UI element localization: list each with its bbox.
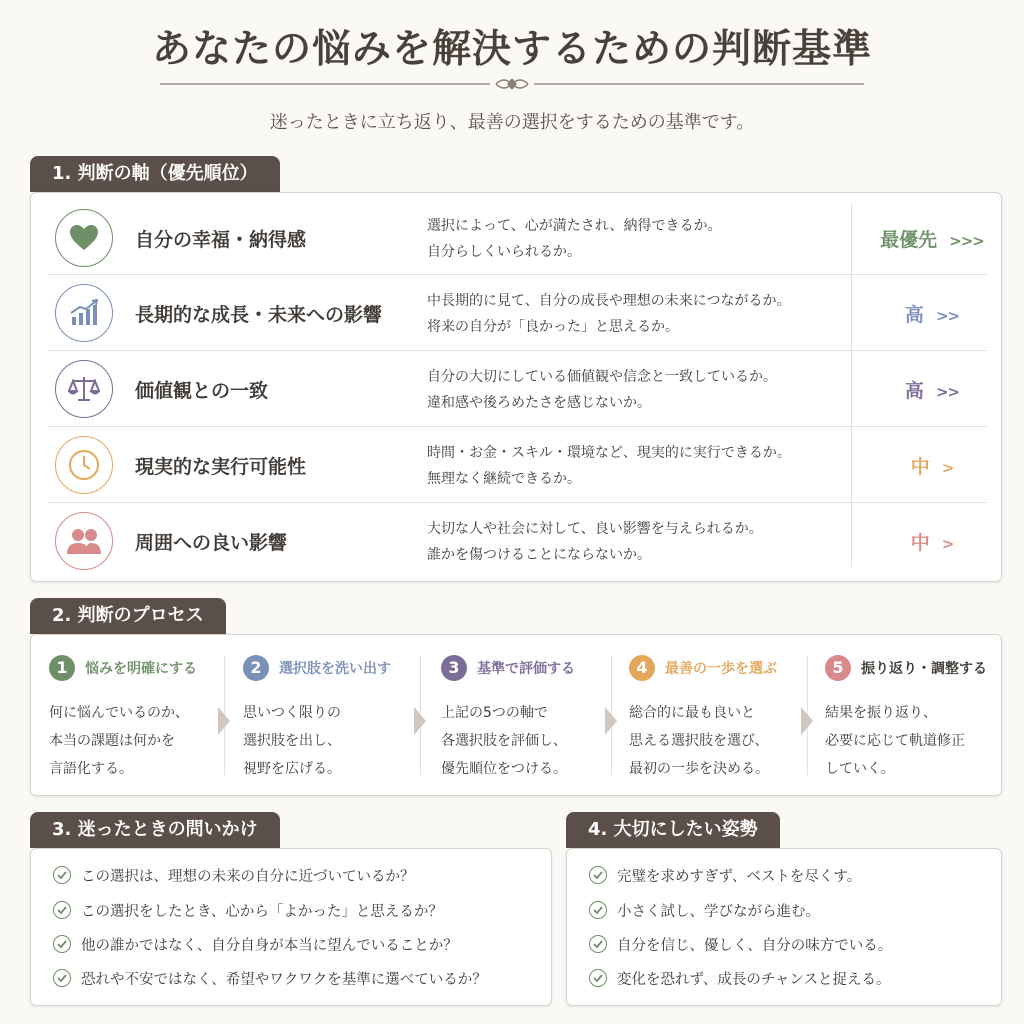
- step-description: 何に悩んでいるのか、 本当の課題は何かを 言語化する。: [49, 705, 189, 777]
- step-title: 最善の一歩を選ぶ: [665, 661, 777, 677]
- axis-row: [47, 201, 987, 276]
- step-number-badge: 2: [243, 655, 269, 681]
- row-divider: [47, 350, 987, 351]
- page-title: あなたの悩みを解決するための判断基準: [151, 27, 872, 72]
- list-item: 恐れや不安ではなく、希望やワクワクを基準に選べているか？: [53, 966, 487, 990]
- axis-row: [47, 428, 987, 503]
- axis-name: 自分の幸福・納得感: [135, 229, 307, 251]
- axis-row: [47, 504, 987, 579]
- check-icon: [53, 901, 71, 919]
- axis-name: 周囲への良い影響: [135, 532, 288, 554]
- check-icon: [589, 969, 607, 987]
- step-description: 総合的に最も良いと 思える選択肢を選び、 最初の一歩を決める。: [629, 705, 769, 777]
- priority-label: 高 >>: [904, 304, 960, 326]
- list-item: 自分を信じ、優しく、自分の味方でいる。: [589, 932, 892, 956]
- growth-chart-icon: [55, 284, 113, 342]
- axis-row: [47, 352, 987, 427]
- chevron-icon: >: [941, 535, 954, 553]
- people-icon: [55, 512, 113, 570]
- step-title: 振り返り・調整する: [861, 661, 987, 677]
- axis-row: [47, 276, 987, 351]
- step-description: 思いつく限りの 選択肢を出し、 視野を広げる。: [243, 705, 341, 777]
- process-step: [629, 653, 817, 783]
- chevrons-icon: >>>: [949, 232, 984, 250]
- clock-icon: [55, 436, 113, 494]
- step-title: 悩みを明確にする: [85, 661, 197, 677]
- list-item: 変化を恐れず、成長のチャンスと捉える。: [589, 966, 890, 990]
- process-step: [825, 653, 1013, 783]
- section3-tab: 3. 迷ったときの問いかけ: [30, 812, 280, 848]
- axis-description: 選択によって、心が満たされ、納得できるか。 自分らしくいられるか。: [427, 218, 722, 260]
- axis-name: 価値観との一致: [135, 380, 269, 402]
- arrow-right-icon: [801, 707, 813, 735]
- chevron-icon: >: [941, 459, 954, 477]
- axis-description: 中長期的に見て、自分の成長や理想の未来につながるか。 将来の自分が「良かった」と思えるか。: [427, 293, 791, 335]
- process-step: [243, 653, 431, 783]
- attitude-card: [566, 848, 1002, 1006]
- section4-tab: 4. 大切にしたい姿勢: [566, 812, 780, 848]
- step-title: 選択肢を洗い出す: [279, 661, 391, 677]
- priority-label: 中 >: [910, 456, 954, 478]
- check-icon: [53, 866, 71, 884]
- row-divider: [47, 426, 987, 427]
- step-title: 基準で評価する: [477, 661, 575, 677]
- list-item: 小さく試し、学びながら進む。: [589, 898, 820, 922]
- chevrons-icon: >>: [935, 383, 960, 401]
- step-number-badge: 1: [49, 655, 75, 681]
- check-icon: [589, 935, 607, 953]
- axis-description: 大切な人や社会に対して、良い影響を与えられるか。 誰かを傷つけることにならないか。: [427, 521, 763, 563]
- arrow-right-icon: [218, 707, 230, 735]
- process-card: [30, 634, 1002, 796]
- scales-icon: [55, 360, 113, 418]
- list-item: この選択をしたとき、心から「よかった」と思えるか？: [53, 898, 443, 922]
- priority-label: 高 >>: [904, 380, 960, 402]
- row-divider: [47, 274, 987, 275]
- row-divider: [47, 502, 987, 503]
- step-number-badge: 3: [441, 655, 467, 681]
- priority-label: 中 >: [910, 532, 954, 554]
- step-description: 上記の5つの軸で 各選択肢を評価し、 優先順位をつける。: [441, 705, 567, 777]
- list-item: この選択は、理想の未来の自分に近づいているか？: [53, 863, 415, 887]
- step-description: 結果を振り返り、 必要に応じて軌道修正 していく。: [825, 705, 965, 777]
- questions-card: [30, 848, 552, 1006]
- list-item: 完璧を求めすぎず、ベストを尽くす。: [589, 863, 861, 887]
- step-number-badge: 4: [629, 655, 655, 681]
- heart-icon: [55, 209, 113, 267]
- page-subtitle: 迷ったときに立ち返り、最善の選択をするための基準です。: [269, 112, 755, 133]
- arrow-right-icon: [414, 707, 426, 735]
- axis-description: 時間・お金・スキル・環境など、現実的に実行できるか。 無理なく継続できるか。: [427, 445, 791, 487]
- section1-tab: 1. 判断の軸（優先順位）: [30, 156, 280, 192]
- priority-axis-card: [30, 192, 1002, 582]
- axis-description: 自分の大切にしている価値観や信念と一致しているか。 違和感や後ろめたさを感じないか。: [427, 369, 777, 411]
- process-step: [441, 653, 629, 783]
- chevrons-icon: >>: [935, 307, 960, 325]
- check-icon: [53, 935, 71, 953]
- axis-name: 現実的な実行可能性: [135, 456, 307, 478]
- process-step: [49, 653, 237, 783]
- axis-name: 長期的な成長・未来への影響: [135, 304, 383, 326]
- list-item: 他の誰かではなく、自分自身が本当に望んでいることか？: [53, 932, 458, 956]
- step-number-badge: 5: [825, 655, 851, 681]
- check-icon: [589, 866, 607, 884]
- check-icon: [53, 969, 71, 987]
- divider-ornament: [160, 72, 864, 96]
- check-icon: [589, 901, 607, 919]
- priority-label: 最優先 >>>: [880, 229, 984, 251]
- arrow-right-icon: [605, 707, 617, 735]
- section2-tab: 2. 判断のプロセス: [30, 598, 226, 634]
